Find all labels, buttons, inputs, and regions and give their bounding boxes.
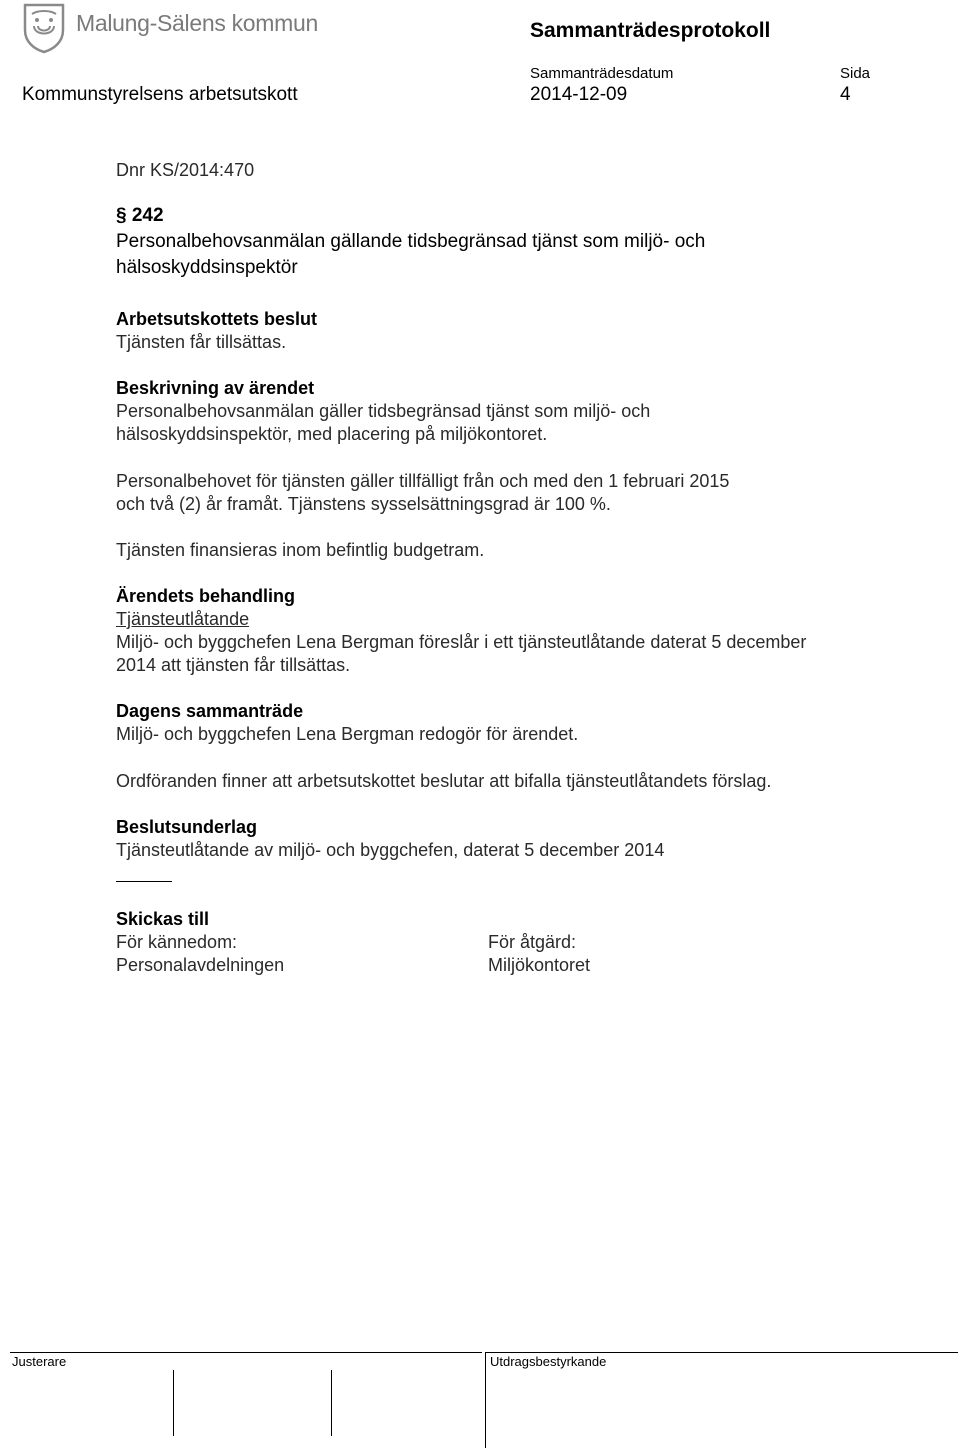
section-symbol: § bbox=[116, 205, 127, 226]
page-label: Sida bbox=[840, 65, 871, 82]
decision-block bbox=[116, 308, 916, 354]
description-p2-line2: och två (2) år framåt. Tjänstens sysselsättningsgrad är 100 %. bbox=[116, 494, 611, 514]
page-number: 4 bbox=[840, 84, 851, 105]
action-column bbox=[488, 931, 888, 977]
section-heading bbox=[116, 203, 916, 281]
handling-subheading: Tjänsteutlåtande bbox=[116, 609, 250, 629]
separator-dash bbox=[116, 881, 172, 882]
description-p3: Tjänsten finansieras inom befintlig budgetram. bbox=[116, 540, 485, 560]
chair-text: Ordföranden finner att arbetsutskottet beslutar att bifalla tjänsteutlåtandets förslag. bbox=[116, 771, 772, 791]
dnr-text: Dnr KS/2014:470 bbox=[116, 160, 255, 180]
handling-line2: 2014 att tjänsten får tillsättas. bbox=[116, 655, 351, 675]
meeting-heading: Dagens sammanträde bbox=[116, 701, 304, 721]
description-p2-line1: Personalbehovet för tjänsten gäller tillfälligt från och med den 1 februari 2015 bbox=[116, 471, 730, 491]
description-heading: Beskrivning av ärendet bbox=[116, 378, 315, 398]
basis-heading: Beslutsunderlag bbox=[116, 817, 258, 837]
handling-heading: Ärendets behandling bbox=[116, 586, 296, 606]
section-number: 242 bbox=[131, 205, 164, 226]
handling-block bbox=[116, 585, 916, 677]
municipality-logo bbox=[22, 2, 322, 56]
committee-name: Kommunstyrelsens arbetsutskott bbox=[22, 84, 298, 105]
meeting-block bbox=[116, 700, 916, 746]
info-label: För kännedom: bbox=[116, 932, 238, 952]
meeting-date-label: Sammanträdesdatum bbox=[530, 65, 674, 82]
org-name: Malung-Sälens kommun bbox=[76, 10, 319, 36]
basis-text: Tjänsteutlåtande av miljö- och byggchefen, daterat 5 december 2014 bbox=[116, 840, 665, 860]
footer-line-left bbox=[10, 1352, 482, 1353]
info-column bbox=[116, 931, 476, 977]
meeting-text: Miljö- och byggchefen Lena Bergman redogör för ärendet. bbox=[116, 724, 579, 744]
basis-block bbox=[116, 816, 916, 862]
description-paragraph-3 bbox=[116, 539, 916, 562]
decision-text: Tjänsten får tillsättas. bbox=[116, 332, 287, 352]
footer-line-right bbox=[486, 1352, 958, 1353]
section-title-line1: Personalbehovsanmälan gällande tidsbegränsad tjänst som miljö- och bbox=[116, 231, 706, 252]
case-number bbox=[116, 159, 916, 182]
description-paragraph-2 bbox=[116, 470, 916, 516]
description-p1-line1: Personalbehovsanmälan gäller tidsbegränsad tjänst som miljö- och bbox=[116, 401, 651, 421]
send-to-block bbox=[116, 908, 916, 931]
send-heading: Skickas till bbox=[116, 909, 210, 929]
justerare-label: Justerare bbox=[12, 1354, 67, 1369]
signature-divider-3 bbox=[485, 1352, 486, 1448]
decision-heading: Arbetsutskottets beslut bbox=[116, 309, 318, 329]
description-p1-line2: hälsoskyddsinspektör, med placering på miljökontoret. bbox=[116, 424, 548, 444]
section-title-line2: hälsoskyddsinspektör bbox=[116, 257, 298, 278]
info-recipient: Personalavdelningen bbox=[116, 955, 285, 975]
action-label: För åtgärd: bbox=[488, 932, 577, 952]
coat-of-arms-icon bbox=[22, 2, 66, 54]
meeting-date: 2014-12-09 bbox=[530, 84, 628, 105]
handling-line1: Miljö- och byggchefen Lena Bergman föreslår i ett tjänsteutlåtande daterat 5 december bbox=[116, 632, 807, 652]
description-block bbox=[116, 377, 916, 446]
document-title: Sammanträdesprotokoll bbox=[530, 19, 771, 42]
signature-divider-1 bbox=[173, 1370, 174, 1436]
extract-label: Utdragsbestyrkande bbox=[490, 1354, 607, 1369]
chair-block bbox=[116, 770, 916, 793]
action-recipient: Miljökontoret bbox=[488, 955, 591, 975]
signature-divider-2 bbox=[331, 1370, 332, 1436]
